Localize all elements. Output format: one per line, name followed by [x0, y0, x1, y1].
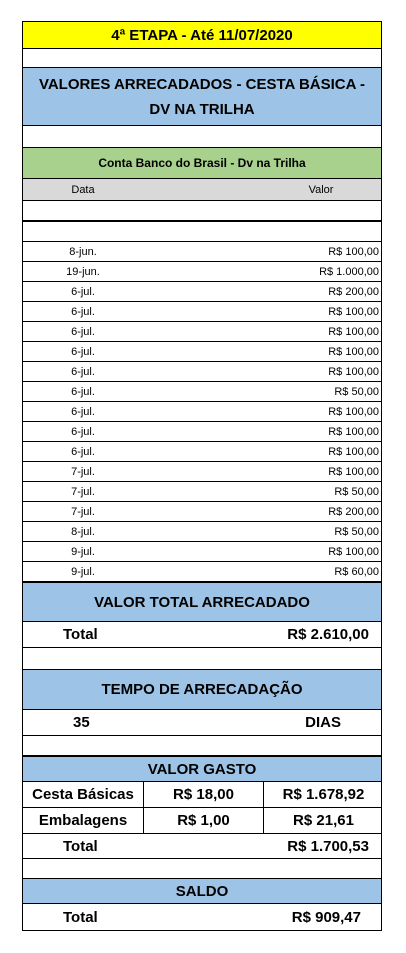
empty-row: [22, 221, 382, 242]
empty-row: [22, 201, 382, 221]
entry-date: 6-jul.: [71, 325, 95, 338]
entry-date: 6-jul.: [71, 365, 95, 378]
spent-header: VALOR GASTO: [22, 756, 382, 782]
balance-label: Total: [63, 908, 98, 926]
collection-days-unit: DIAS: [305, 714, 341, 731]
entry-date: 9-jul.: [71, 545, 95, 558]
entry-date: 19-jun.: [66, 265, 100, 278]
entry-date: 6-jul.: [71, 285, 95, 298]
collection-time-header: TEMPO DE ARRECADAÇÃO: [22, 670, 382, 710]
entry-value: R$ 100,00: [328, 445, 379, 458]
spacer-row: [22, 859, 382, 879]
entry-value: R$ 60,00: [334, 565, 379, 578]
spent-item: Embalagens: [38, 812, 128, 829]
spacer-row: [22, 49, 382, 68]
spent-item-total: R$ 21,61: [263, 808, 383, 833]
entry-value: R$ 50,00: [334, 385, 379, 398]
entry-row: [22, 242, 382, 262]
entry-value: R$ 100,00: [328, 405, 379, 418]
entry-date: 6-jul.: [71, 445, 95, 458]
entry-date: 6-jul.: [71, 405, 95, 418]
entry-date: 6-jul.: [71, 345, 95, 358]
entry-row: [22, 442, 382, 462]
spent-total-label: Total: [63, 837, 98, 855]
total-collected-row: [22, 622, 382, 648]
spent-row: [22, 782, 382, 808]
entry-row: [22, 342, 382, 362]
entry-row: [22, 402, 382, 422]
spent-total-value: R$ 1.700,53: [287, 837, 369, 855]
spacer-row: [22, 648, 382, 670]
spent-item: Cesta Básicas: [32, 786, 134, 803]
entry-date: 8-jul.: [71, 525, 95, 538]
entry-row: [22, 542, 382, 562]
column-value-header: Valor: [308, 183, 334, 196]
spacer-row: [22, 126, 382, 148]
entry-value: R$ 200,00: [328, 285, 379, 298]
entry-date: 6-jul.: [71, 425, 95, 438]
balance-row: [22, 904, 382, 931]
entry-value: R$ 100,00: [328, 425, 379, 438]
spent-unit-price: R$ 1,00: [143, 808, 263, 833]
total-collected-value: R$ 2.610,00: [287, 626, 369, 643]
entry-row: [22, 502, 382, 522]
entry-date: 7-jul.: [71, 485, 95, 498]
entry-value: R$ 100,00: [328, 305, 379, 318]
account-header: Conta Banco do Brasil - Dv na Trilha: [22, 148, 382, 179]
total-collected-header: VALOR TOTAL ARRECADADO: [22, 583, 382, 622]
entry-value: R$ 100,00: [328, 465, 379, 478]
entry-date: 6-jul.: [71, 305, 95, 318]
entry-date: 7-jul.: [71, 465, 95, 478]
entry-row: [22, 382, 382, 402]
entry-row: [22, 282, 382, 302]
entry-value: R$ 100,00: [328, 345, 379, 358]
entry-row: [22, 262, 382, 282]
entry-row: [22, 322, 382, 342]
entry-value: R$ 100,00: [328, 325, 379, 338]
spacer-row: [22, 736, 382, 756]
entry-row: [22, 362, 382, 382]
entry-value: R$ 100,00: [328, 365, 379, 378]
balance-value: R$ 909,47: [291, 908, 361, 926]
entry-date: 8-jun.: [69, 245, 97, 258]
entry-row: [22, 522, 382, 542]
entry-value: R$ 50,00: [334, 485, 379, 498]
stage-title: 4ª ETAPA - Até 11/07/2020: [22, 21, 382, 49]
entry-value: R$ 100,00: [328, 245, 379, 258]
section-header: VALORES ARRECADADOS - CESTA BÁSICA - DV NA TRILHA: [22, 68, 382, 126]
entry-value: R$ 100,00: [328, 545, 379, 558]
entry-date: 9-jul.: [71, 565, 95, 578]
entry-row: [22, 462, 382, 482]
entry-row: [22, 302, 382, 322]
column-date-header: Data: [71, 183, 95, 196]
spent-total-row: [22, 834, 382, 859]
collection-time-row: [22, 710, 382, 736]
entry-date: 7-jul.: [71, 505, 95, 518]
entry-value: R$ 200,00: [328, 505, 379, 518]
entry-row: [22, 422, 382, 442]
entry-value: R$ 1.000,00: [319, 265, 379, 278]
spent-item-total: R$ 1.678,92: [263, 782, 383, 807]
spent-unit-price: R$ 18,00: [143, 782, 263, 807]
total-label: Total: [63, 626, 98, 643]
collection-days-value: 35: [73, 714, 90, 731]
entry-row: [22, 482, 382, 502]
spacer-row: [22, 562, 382, 583]
balance-header: SALDO: [22, 879, 382, 904]
entry-value: R$ 50,00: [334, 525, 379, 538]
entry-date: 6-jul.: [71, 385, 95, 398]
column-header-row: [22, 179, 382, 201]
spent-row: [22, 808, 382, 834]
